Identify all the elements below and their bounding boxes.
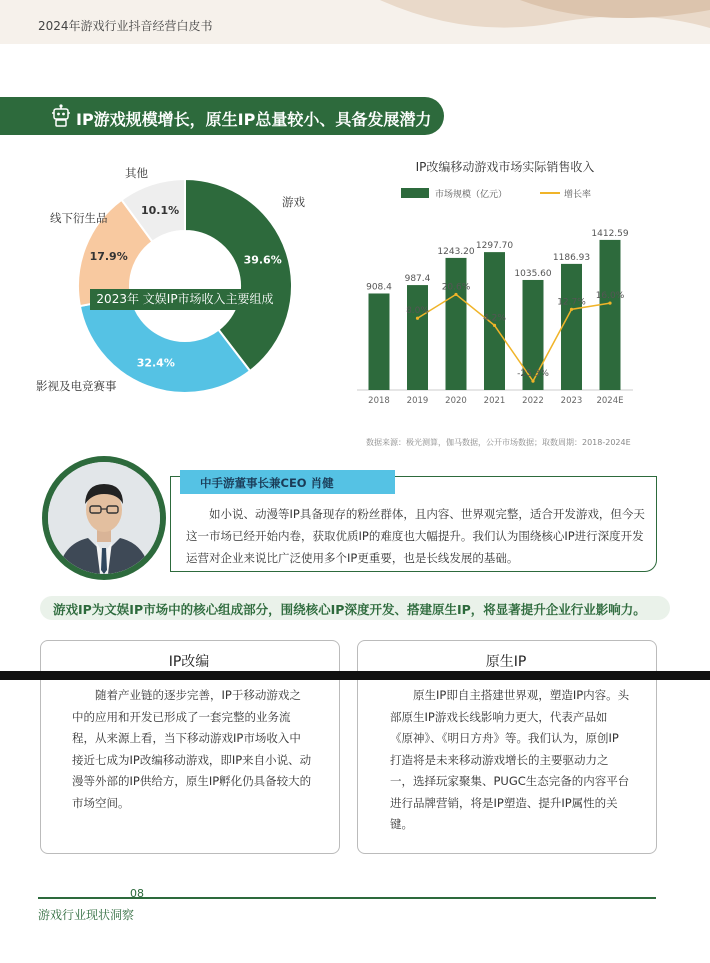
growth-rate-point bbox=[531, 380, 534, 383]
bar-chart-title: IP改编移动游戏市场实际销售收入 bbox=[415, 160, 595, 174]
x-tick-label: 2020 bbox=[445, 396, 467, 406]
quote-speaker: 中手游董事长兼CEO 肖健 bbox=[200, 476, 334, 490]
donut-slice-percent: 10.1% bbox=[140, 203, 180, 217]
x-tick-label: 2022 bbox=[522, 396, 544, 406]
robot-icon bbox=[50, 104, 72, 128]
black-divider bbox=[0, 671, 710, 680]
donut-chart bbox=[0, 150, 350, 410]
donut-chart-title: 2023年 文娱IP市场收入主要组成 bbox=[90, 289, 280, 310]
bar-value-label: 1297.70 bbox=[475, 241, 514, 252]
bar-value-label: 1412.59 bbox=[591, 228, 629, 239]
growth-rate-point bbox=[454, 293, 457, 296]
source-note: 数据来源：极光测算，伽马数据，公开市场数据；取数周期：2018-2024E bbox=[366, 438, 631, 447]
page-number: 08 bbox=[130, 887, 144, 900]
donut-slice-name: 其他 bbox=[125, 166, 148, 180]
growth-rate-label: -25.3% bbox=[517, 369, 549, 380]
bar bbox=[407, 285, 428, 390]
quote-text: 如小说、动漫等IP具备现存的粉丝群体，且内容、世界观完整，适合开发游戏，但今天这一市场已经开始内卷，获取优质IP的难度也大幅提升。我们认为围绕核心IP进行深度开发运营对企业来说比广泛使用多个IP更重要，也是长线发展的基础。 bbox=[186, 507, 645, 565]
x-tick-label: 2019 bbox=[406, 396, 429, 406]
legend-line-label: 增长率 bbox=[564, 190, 592, 200]
card-ip-adaptation-title: IP改编 bbox=[168, 654, 210, 670]
bar-value-label: 1186.93 bbox=[552, 252, 591, 263]
growth-rate-label: 20.6% bbox=[441, 282, 471, 293]
bar-value-label: 1243.20 bbox=[437, 246, 475, 257]
growth-rate-point bbox=[416, 317, 419, 320]
section-heading: IP游戏规模增长，原生IP总量较小、具备发展潜力 bbox=[76, 110, 432, 129]
donut-slice-name: 游戏 bbox=[282, 195, 305, 209]
card-ip-adaptation-text: 随着产业链的逐步完善，IP于移动游戏之中的应用和开发已形成了一套完整的业务流程，从来源上看，当下移动游戏IP市场收入中接近七成为IP改编移动游戏，即IP来自小说、动漫等外部的IP供给方，原生IP孵化仍具备较大的市场空间。 bbox=[72, 688, 312, 810]
donut-slice-percent: 32.4% bbox=[136, 356, 175, 370]
growth-rate-point bbox=[608, 302, 611, 305]
bar bbox=[561, 264, 582, 390]
x-tick-label: 2018 bbox=[368, 396, 390, 406]
growth-rate-label: 8.0% bbox=[406, 306, 429, 317]
bar-chart bbox=[355, 150, 655, 410]
x-tick-label: 2021 bbox=[483, 396, 506, 406]
growth-rate-label: 12.7% bbox=[557, 297, 586, 308]
donut-slice-percent: 17.9% bbox=[89, 250, 128, 264]
x-tick-label: 2024E bbox=[596, 396, 624, 406]
card-original-ip-text: 原生IP即自主搭建世界观，塑造IP内容。头部原生IP游戏长线影响力更大，代表产品如《原神》、《明日方舟》等。我们认为，原创IP打造将是未来移动游戏增长的主要驱动力之一，选择玩家聚集、PUGC生态完备的内容平台进行品牌营销，将是IP塑造、提升IP属性的关键。 bbox=[390, 688, 630, 831]
donut-slice-name: 影视及电竞赛事 bbox=[36, 379, 117, 393]
bar bbox=[600, 240, 621, 390]
avatar bbox=[48, 462, 160, 574]
x-tick-label: 2023 bbox=[560, 396, 583, 406]
person-portrait-icon bbox=[48, 462, 160, 574]
bar-value-label: 908.4 bbox=[366, 282, 392, 293]
growth-rate-label: 4.2% bbox=[483, 313, 506, 324]
document-title: 2024年游戏行业抖音经营白皮书 bbox=[38, 19, 213, 33]
footer-section: 游戏行业现状洞察 bbox=[38, 908, 135, 922]
summary-text: 游戏IP为文娱IP市场中的核心组成部分，围绕核心IP深度开发、搭建原生IP，将显著提升企业行业影响力。 bbox=[53, 602, 646, 617]
growth-rate-label: 16.0% bbox=[595, 291, 625, 302]
bar-value-label: 987.4 bbox=[404, 274, 431, 285]
legend-bar-label: 市场规模（亿元） bbox=[435, 190, 508, 200]
donut-slice-name: 线下衍生品 bbox=[50, 211, 108, 225]
bar bbox=[369, 293, 390, 390]
card-original-ip-title: 原生IP bbox=[485, 654, 527, 670]
legend-bar-swatch bbox=[401, 188, 429, 198]
bar bbox=[446, 258, 467, 390]
growth-rate-point bbox=[493, 324, 496, 327]
donut-slice-percent: 39.6% bbox=[243, 253, 282, 267]
growth-rate-point bbox=[570, 308, 573, 311]
bar-value-label: 1035.60 bbox=[514, 268, 552, 279]
